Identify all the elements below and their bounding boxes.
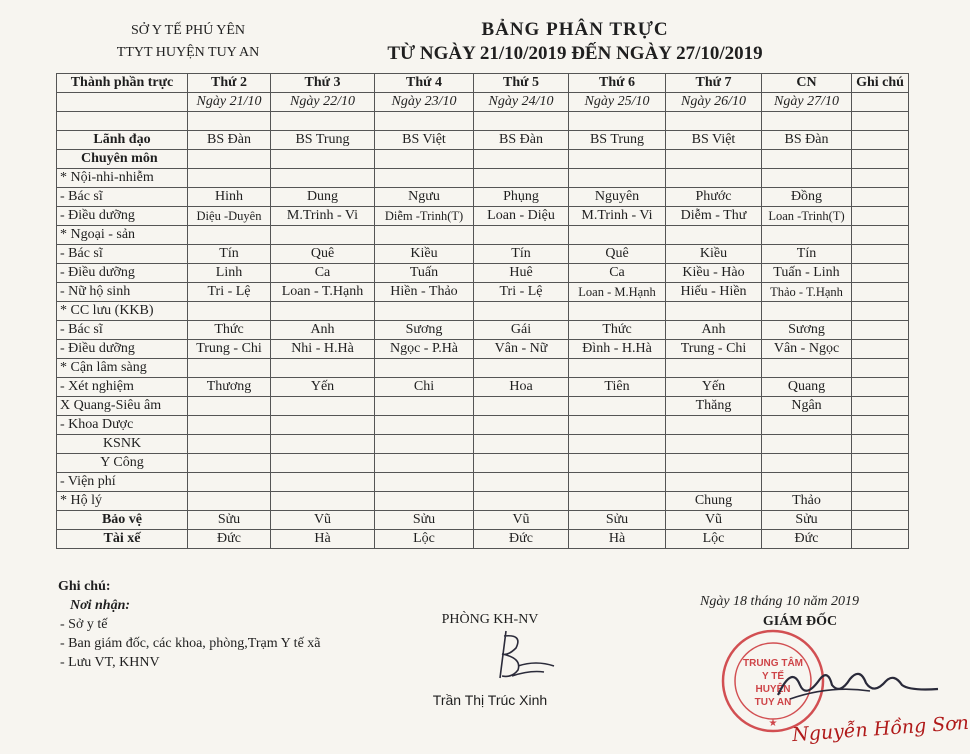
- row-label: * CC lưu (KKB): [57, 302, 188, 321]
- duty-cell: Thương: [188, 378, 271, 397]
- duty-cell: Linh: [188, 264, 271, 283]
- table-row: [57, 416, 909, 435]
- duty-cell: [271, 150, 375, 169]
- duty-cell: [569, 169, 666, 188]
- duty-cell: [271, 435, 375, 454]
- row-label: - Bác sĩ: [57, 245, 188, 264]
- duty-cell: [375, 454, 474, 473]
- duty-cell: [375, 492, 474, 511]
- recipient-item: - Sở y tế: [60, 617, 108, 632]
- date-place: Ngày 18 tháng 10 năm 2019: [700, 594, 860, 609]
- duty-cell: Thảo - T.Hạnh: [762, 283, 852, 302]
- duty-cell: [569, 454, 666, 473]
- duty-cell: [271, 416, 375, 435]
- table-row: [57, 188, 909, 207]
- recipients-heading: Nơi nhận:: [70, 598, 131, 613]
- duty-cell: [762, 454, 852, 473]
- duty-cell: Sửu: [375, 511, 474, 530]
- duty-cell: [666, 169, 762, 188]
- duty-cell: [474, 416, 569, 435]
- duty-cell: [569, 416, 666, 435]
- note-cell: [852, 112, 909, 131]
- date-cell: Ngày 24/10: [474, 93, 569, 112]
- duty-cell: [569, 492, 666, 511]
- duty-cell: Đồng: [762, 188, 852, 207]
- duty-cell: Diễm -Trinh(T): [375, 207, 474, 226]
- duty-cell: Vũ: [474, 511, 569, 530]
- duty-cell: [271, 397, 375, 416]
- duty-cell: [474, 150, 569, 169]
- duty-cell: Thăng: [666, 397, 762, 416]
- row-label: - Điều dưỡng: [57, 340, 188, 359]
- duty-cell: Hà: [569, 530, 666, 549]
- table-row: [57, 112, 909, 131]
- duty-cell: [569, 397, 666, 416]
- duty-cell: Thức: [188, 321, 271, 340]
- duty-cell: Thức: [569, 321, 666, 340]
- table-row: [57, 302, 909, 321]
- note-cell: [852, 492, 909, 511]
- duty-cell: [666, 473, 762, 492]
- column-header-day: Thứ 2: [188, 74, 271, 93]
- table-row: [57, 283, 909, 302]
- duty-cell: [271, 169, 375, 188]
- duty-cell: M.Trinh - Vi: [569, 207, 666, 226]
- duty-cell: [569, 302, 666, 321]
- row-label: Lãnh đạo: [57, 131, 188, 150]
- notes-section: [58, 577, 321, 672]
- column-header-note: Ghi chú: [852, 74, 909, 93]
- duty-cell: [569, 226, 666, 245]
- duty-cell: [474, 226, 569, 245]
- org-line-2: TTYT HUYỆN TUY AN: [116, 45, 260, 60]
- duty-cell: BS Việt: [666, 131, 762, 150]
- table-row: [57, 207, 909, 226]
- note-cell: [852, 264, 909, 283]
- duty-cell: Lộc: [666, 530, 762, 549]
- duty-cell: [271, 112, 375, 131]
- director-title: GIÁM ĐỐC: [762, 614, 838, 629]
- duty-cell: Loan -Trinh(T): [762, 207, 852, 226]
- duty-cell: Yến: [271, 378, 375, 397]
- duty-cell: Ngọc - P.Hà: [375, 340, 474, 359]
- duty-cell: Sửu: [762, 511, 852, 530]
- row-label: Bảo vệ: [57, 511, 188, 530]
- note-cell: [852, 150, 909, 169]
- note-cell: [852, 340, 909, 359]
- note-cell: [852, 435, 909, 454]
- note-cell: [852, 473, 909, 492]
- duty-cell: Nhi - H.Hà: [271, 340, 375, 359]
- row-label: [57, 112, 188, 131]
- org-line-1: SỞ Y TẾ PHÚ YÊN: [130, 23, 246, 38]
- row-label: Tài xế: [57, 530, 188, 549]
- duty-cell: BS Trung: [569, 131, 666, 150]
- duty-cell: [474, 435, 569, 454]
- duty-cell: BS Đàn: [762, 131, 852, 150]
- duty-cell: Loan - Diệu: [474, 207, 569, 226]
- note-cell: [852, 188, 909, 207]
- duty-cell: Tri - Lệ: [188, 283, 271, 302]
- note-cell: [852, 511, 909, 530]
- duty-cell: [188, 492, 271, 511]
- duty-cell: [762, 226, 852, 245]
- note-cell: [852, 397, 909, 416]
- duty-cell: Vân - Ngọc: [762, 340, 852, 359]
- duty-cell: Tri - Lệ: [474, 283, 569, 302]
- duty-cell: Vũ: [271, 511, 375, 530]
- duty-cell: [375, 359, 474, 378]
- duty-cell: Sửu: [188, 511, 271, 530]
- duty-cell: [375, 435, 474, 454]
- table-row: [57, 454, 909, 473]
- row-label: * Cận lâm sàng: [57, 359, 188, 378]
- duty-cell: Kiều - Hào: [666, 264, 762, 283]
- duty-cell: Phụng: [474, 188, 569, 207]
- note-cell: [852, 131, 909, 150]
- duty-cell: [762, 416, 852, 435]
- duty-cell: [666, 435, 762, 454]
- duty-cell: Hà: [271, 530, 375, 549]
- duty-cell: Hoa: [474, 378, 569, 397]
- duty-cell: [271, 492, 375, 511]
- row-label: - Xét nghiệm: [57, 378, 188, 397]
- duty-cell: [188, 397, 271, 416]
- note-cell: [852, 169, 909, 188]
- date-cell: Ngày 26/10: [666, 93, 762, 112]
- duty-cell: Đức: [474, 530, 569, 549]
- stamp-text: HUYỆN: [755, 684, 791, 695]
- recipient-item: - Ban giám đốc, các khoa, phòng,Trạm Y tế xã: [60, 636, 321, 651]
- recipient-item: - Lưu VT, KHNV: [60, 655, 160, 670]
- duty-cell: Tín: [188, 245, 271, 264]
- note-cell: [852, 245, 909, 264]
- row-label: - Viện phí: [57, 473, 188, 492]
- duty-cell: [375, 473, 474, 492]
- duty-cell: [762, 359, 852, 378]
- svg-text:★: ★: [768, 718, 778, 729]
- table-row: [57, 226, 909, 245]
- duty-cell: [188, 112, 271, 131]
- row-label: Y Công: [57, 454, 188, 473]
- date-cell-empty: [57, 93, 188, 112]
- duty-cell: Quê: [569, 245, 666, 264]
- duty-cell: [666, 112, 762, 131]
- duty-cell: Tuấn - Linh: [762, 264, 852, 283]
- duty-schedule-table: [56, 73, 909, 549]
- note-cell: [852, 302, 909, 321]
- column-header-day: Thứ 6: [569, 74, 666, 93]
- date-row: [57, 93, 909, 112]
- duty-cell: Hiếu - Hiền: [666, 283, 762, 302]
- note-cell: [852, 207, 909, 226]
- director-signature: [770, 655, 940, 715]
- table-row: [57, 321, 909, 340]
- duty-cell: Ngưu: [375, 188, 474, 207]
- stamp-text: TRUNG TÂM: [743, 658, 803, 669]
- duty-cell: [474, 112, 569, 131]
- row-label: * Ngoại - sản: [57, 226, 188, 245]
- column-header-day: Thứ 3: [271, 74, 375, 93]
- row-label: - Điều dưỡng: [57, 264, 188, 283]
- duty-cell: Ca: [271, 264, 375, 283]
- duty-cell: BS Đàn: [474, 131, 569, 150]
- column-header-day: Thứ 7: [666, 74, 762, 93]
- duty-cell: [375, 169, 474, 188]
- duty-cell: [762, 150, 852, 169]
- duty-cell: M.Trinh - Vi: [271, 207, 375, 226]
- table-row: [57, 511, 909, 530]
- duty-cell: Ca: [569, 264, 666, 283]
- document-title: [360, 18, 790, 66]
- title-line-1: BẢNG PHÂN TRỰC: [481, 19, 669, 40]
- duty-cell: [375, 226, 474, 245]
- duty-cell: [666, 416, 762, 435]
- duty-cell: [666, 226, 762, 245]
- duty-cell: Tuấn: [375, 264, 474, 283]
- duty-cell: [569, 473, 666, 492]
- date-cell: Ngày 23/10: [375, 93, 474, 112]
- duty-cell: [474, 454, 569, 473]
- header-row: [57, 74, 909, 93]
- duty-cell: Thảo: [762, 492, 852, 511]
- table-row: [57, 131, 909, 150]
- duty-cell: Đức: [188, 530, 271, 549]
- duty-cell: Đình - H.Hà: [569, 340, 666, 359]
- note-cell: [852, 283, 909, 302]
- row-label: - Bác sĩ: [57, 188, 188, 207]
- duty-cell: Tín: [762, 245, 852, 264]
- department-signer: Trần Thị Trúc Xinh: [432, 692, 548, 708]
- row-label: X Quang-Siêu âm: [57, 397, 188, 416]
- duty-cell: Anh: [666, 321, 762, 340]
- duty-cell: Anh: [271, 321, 375, 340]
- duty-cell: [474, 302, 569, 321]
- row-label: KSNK: [57, 435, 188, 454]
- duty-cell: [762, 435, 852, 454]
- row-label: - Bác sĩ: [57, 321, 188, 340]
- duty-cell: Tiên: [569, 378, 666, 397]
- table-row: [57, 245, 909, 264]
- duty-cell: Đức: [762, 530, 852, 549]
- duty-cell: [762, 302, 852, 321]
- duty-cell: [271, 473, 375, 492]
- row-label: * Nội-nhi-nhiễm: [57, 169, 188, 188]
- duty-cell: Sương: [375, 321, 474, 340]
- date-cell: Ngày 25/10: [569, 93, 666, 112]
- column-header-day: Thứ 5: [474, 74, 569, 93]
- duty-cell: Dung: [271, 188, 375, 207]
- duty-cell: [271, 226, 375, 245]
- note-cell: [852, 416, 909, 435]
- duty-cell: Vũ: [666, 511, 762, 530]
- table-row: [57, 340, 909, 359]
- duty-cell: [474, 492, 569, 511]
- row-label: * Hộ lý: [57, 492, 188, 511]
- duty-cell: Gái: [474, 321, 569, 340]
- stamp-text: Y TẾ: [761, 671, 785, 682]
- duty-cell: [762, 112, 852, 131]
- duty-cell: [271, 302, 375, 321]
- duty-cell: [666, 359, 762, 378]
- notes-heading: Ghi chú:: [58, 579, 111, 594]
- duty-cell: [474, 359, 569, 378]
- duty-cell: Nguyên: [569, 188, 666, 207]
- table-row: [57, 169, 909, 188]
- row-label: Chuyên môn: [57, 150, 188, 169]
- date-cell-empty: [852, 93, 909, 112]
- duty-cell: [474, 397, 569, 416]
- note-cell: [852, 359, 909, 378]
- duty-cell: [762, 473, 852, 492]
- organization-header: [88, 20, 288, 64]
- duty-cell: [271, 359, 375, 378]
- duty-cell: [375, 302, 474, 321]
- duty-cell: [375, 416, 474, 435]
- duty-cell: [666, 302, 762, 321]
- duty-cell: [188, 169, 271, 188]
- duty-cell: Sương: [762, 321, 852, 340]
- duty-cell: Diễm - Thư: [666, 207, 762, 226]
- duty-cell: Tín: [474, 245, 569, 264]
- date-cell: Ngày 21/10: [188, 93, 271, 112]
- note-cell: [852, 378, 909, 397]
- table-row: [57, 492, 909, 511]
- table-row: [57, 359, 909, 378]
- duty-cell: Phước: [666, 188, 762, 207]
- duty-cell: [188, 302, 271, 321]
- note-cell: [852, 530, 909, 549]
- duty-cell: [474, 169, 569, 188]
- duty-cell: Yến: [666, 378, 762, 397]
- column-header-role: Thành phần trực: [57, 74, 188, 93]
- duty-cell: Lộc: [375, 530, 474, 549]
- duty-cell: BS Việt: [375, 131, 474, 150]
- duty-cell: BS Trung: [271, 131, 375, 150]
- table-row: [57, 473, 909, 492]
- duty-cell: Trung - Chi: [188, 340, 271, 359]
- table-row: [57, 150, 909, 169]
- table-row: [57, 530, 909, 549]
- row-label: - Khoa Dược: [57, 416, 188, 435]
- duty-cell: [188, 359, 271, 378]
- director-signer: Nguyễn Hồng Sơn: [791, 711, 970, 747]
- note-cell: [852, 226, 909, 245]
- duty-cell: Loan - M.Hạnh: [569, 283, 666, 302]
- department-signature: [478, 626, 568, 686]
- duty-cell: [188, 150, 271, 169]
- duty-cell: Quê: [271, 245, 375, 264]
- row-label: - Nữ hộ sinh: [57, 283, 188, 302]
- duty-cell: Kiều: [666, 245, 762, 264]
- duty-cell: [666, 150, 762, 169]
- duty-cell: Kiều: [375, 245, 474, 264]
- date-cell: Ngày 27/10: [762, 93, 852, 112]
- duty-cell: Trung - Chi: [666, 340, 762, 359]
- duty-cell: [271, 454, 375, 473]
- table-row: [57, 264, 909, 283]
- note-cell: [852, 321, 909, 340]
- duty-cell: [569, 359, 666, 378]
- duty-cell: [375, 150, 474, 169]
- column-header-day: CN: [762, 74, 852, 93]
- note-cell: [852, 454, 909, 473]
- duty-cell: [569, 435, 666, 454]
- duty-cell: Chi: [375, 378, 474, 397]
- duty-cell: Huê: [474, 264, 569, 283]
- duty-cell: Hinh: [188, 188, 271, 207]
- duty-cell: BS Đàn: [188, 131, 271, 150]
- title-line-2: TỪ NGÀY 21/10/2019 ĐẾN NGÀY 27/10/2019: [387, 43, 763, 64]
- row-label: - Điều dưỡng: [57, 207, 188, 226]
- duty-cell: [762, 169, 852, 188]
- duty-cell: Loan - T.Hạnh: [271, 283, 375, 302]
- duty-cell: Sửu: [569, 511, 666, 530]
- duty-cell: Ngân: [762, 397, 852, 416]
- duty-cell: [188, 435, 271, 454]
- duty-cell: Vân - Nữ: [474, 340, 569, 359]
- duty-cell: Hiền - Thảo: [375, 283, 474, 302]
- date-cell: Ngày 22/10: [271, 93, 375, 112]
- table-row: [57, 378, 909, 397]
- department-name: PHÒNG KH-NV: [441, 612, 539, 627]
- table-row: [57, 397, 909, 416]
- duty-cell: [188, 416, 271, 435]
- duty-cell: [375, 397, 474, 416]
- duty-cell: [474, 473, 569, 492]
- duty-cell: [188, 226, 271, 245]
- duty-cell: [188, 454, 271, 473]
- column-header-day: Thứ 4: [375, 74, 474, 93]
- duty-cell: [188, 473, 271, 492]
- duty-cell: Chung: [666, 492, 762, 511]
- duty-cell: [569, 112, 666, 131]
- stamp-text: TUY AN: [754, 697, 792, 708]
- duty-cell: [666, 454, 762, 473]
- table-row: [57, 435, 909, 454]
- duty-cell: [569, 150, 666, 169]
- duty-cell: [375, 112, 474, 131]
- duty-cell: Quang: [762, 378, 852, 397]
- duty-cell: Diệu -Duyên: [188, 207, 271, 226]
